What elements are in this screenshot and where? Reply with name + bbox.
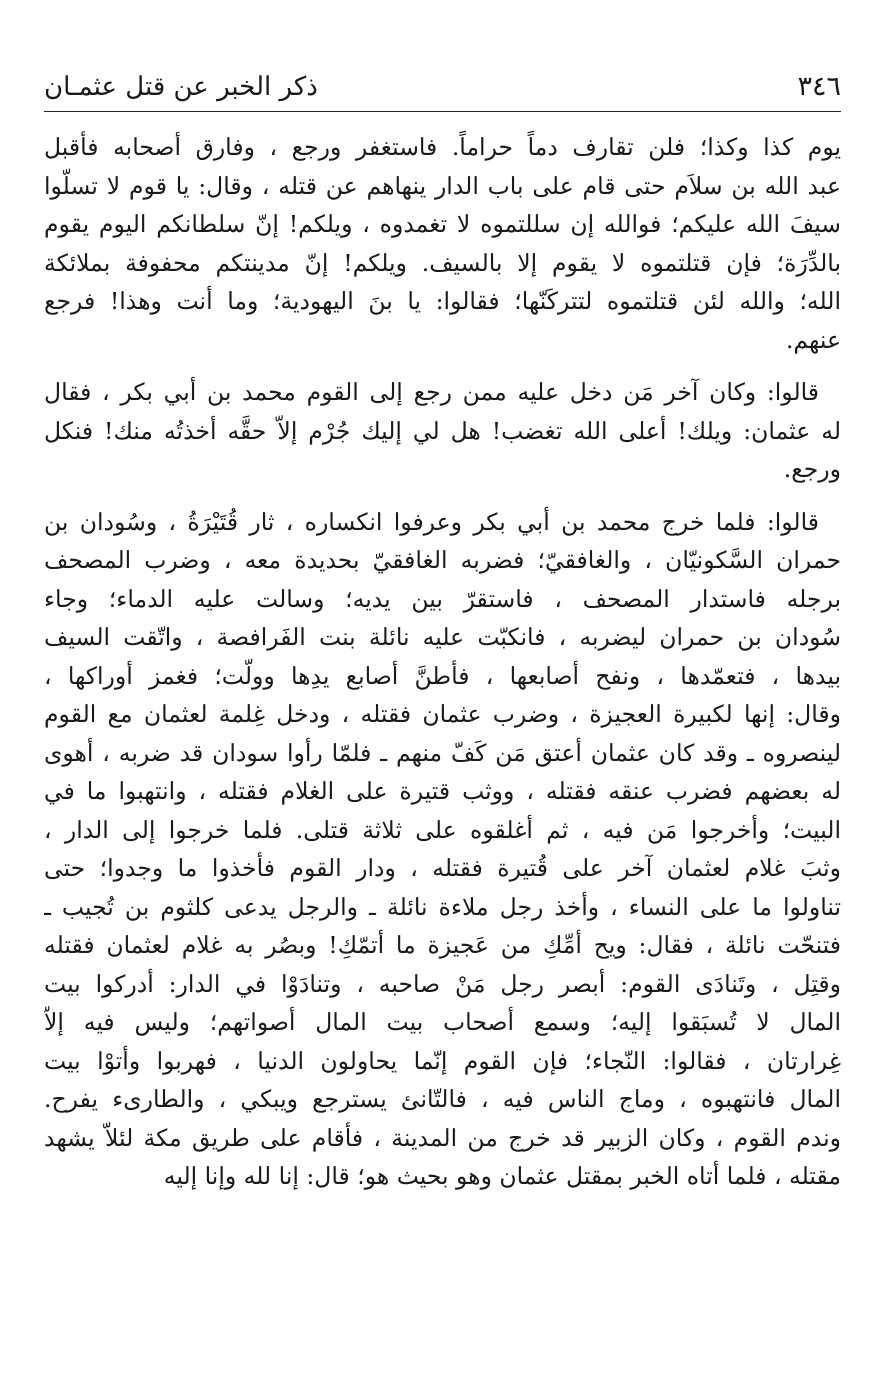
text-line: له عثمان: ويلك! أعلى الله تغضب! هل لي إليك جُرْم إلاّ حقَّه أخذتُه منك! فنكل [44,416,841,445]
body-text [44,128,841,1196]
text-line: فتنحّت نائلة ، فقال: ويح أمِّكِ من عَجيزة ما أتمّكِ! وبصُر به غلام لعثمان فقتله [44,931,841,959]
page-header [44,62,841,112]
text-line: وندم القوم ، وكان الزبير قد خرج من المدينة ، فأقام على طريق مكة لئلاّ يشهد [44,1123,841,1152]
text-line: وقال: إنها لكبيرة العجيزة ، وضرب عثمان فقتله ، ودخل غِلمة لعثمان مع القوم [44,700,841,728]
text-line: قالوا: وكان آخر مَن دخل عليه ممن رجع إلى القوم محمد بن أبي بكر ، فقال [44,378,819,406]
text-line: لينصروه ـ وقد كان عثمان أعتق مَن كَفّ منهم ـ فلمّا رأوا سودان قد ضربه ، أهوى [44,738,841,767]
text-line: له بعضهم فضرب عنقه فقتله ، ووثب قتيرة على الغلام فقتله ، وانتهبوا ما في [44,777,841,805]
text-line: بيدها ، فتعمّدها ، ونفح أصابعها ، فأطنَّ أصابع يدِها وولّت؛ فغمز أوراكها ، [44,661,841,690]
text-line: برجله فاستدار المصحف ، فاستقرّ بين يديه؛ وسالت عليه الدماء؛ وجاء [44,584,841,613]
paragraph [44,128,841,359]
text-line: البيت؛ وأخرجوا مَن فيه ، ثم أغلقوه على ثلاثة قتلى. فلما خرجوا إلى الدار ، [44,815,841,844]
text-line: المال فانتهبوه ، وماج الناس فيه ، فالتّانئ يسترجع ويبكي ، والطارىء يفرح. [44,1085,841,1113]
paragraph [44,373,841,489]
text-line: غِرارتان ، فقالوا: النّجاء؛ فإن القوم إنّما يحاولون الدنيا ، فهربوا وأتوْا بيت [44,1046,841,1075]
text-line: بالدِّرَة؛ فإن قتلتموه لا يقوم إلا بالسيف. ويلكم! إنّ مدينتكم محفوفة بملائكة [44,248,841,277]
paragraph [44,503,841,1196]
text-line: سُودان بن حمران ليضربه ، فانكبّت عليه نائلة بنت الفَرافصة ، واتّقت السيف [44,623,841,651]
text-line: مقتله ، فلما أتاه الخبر بمقتل عثمان وهو بحيث هو؛ قال: إنا لله وإنا إليه [163,1162,841,1190]
text-line: سيفَ الله عليكم؛ فوالله إن سللتموه لا تغمدوه ، ويلكم! إنّ سلطانكم اليوم يقوم [44,210,841,238]
text-line: تناولوا ما على النساء ، وأخذ رجل ملاءة نائلة ـ والرجل يدعى كلثوم بن تُجيب ـ [44,892,841,921]
text-line: يوم كذا وكذا؛ فلن تقارف دماً حراماً. فاستغفر ورجع ، وفارق أصحابه فأقبل [44,133,841,161]
running-title: ذكر الخبر عن قتل عثمـان [44,72,318,102]
text-line: ورجع. [783,455,841,483]
text-line: قالوا: فلما خرج محمد بن أبي بكر وعرفوا انكساره ، ثار قُتَيْرَةُ ، وسُودان بن [44,507,819,536]
text-line: الله؛ والله لئن قتلتموه لتتركَنّها؛ فقالوا: يا بنَ اليهودية؛ وما أنت وهذا! فرجع [44,287,841,315]
text-line: وثبَ غلام لعثمان آخر على قُتيرة فقتله ، ودار القوم فأخذوا ما وجدوا؛ حتى [44,854,841,882]
text-line: حمران السَّكونيّان ، والغافقيّ؛ فضربه الغافقيّ بحديدة معه ، وضرب المصحف [44,546,841,574]
text-line: المال لا تُسبَقوا إليه؛ وسمع أصحاب بيت المال أصواتهم؛ وليس فيه إلاّ [44,1008,841,1036]
text-line: وقتِل ، وتَنادَى القوم: أبصر رجل مَنْ صاحبه ، وتنادَوْا في الدار: أدركوا بيت [44,969,841,998]
text-line: عنهم. [785,325,841,354]
page-number: ٣٤٦ [797,71,841,102]
text-line: عبد الله بن سلاَم حتى قام على باب الدار ينهاهم عن قتله ، وقال: يا قوم لا تسلّوا [44,171,841,200]
